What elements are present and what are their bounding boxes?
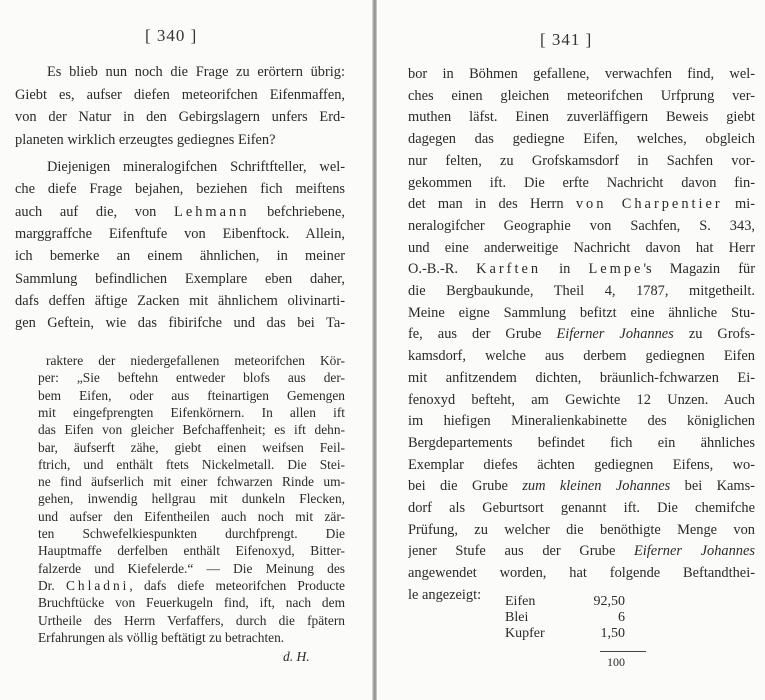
text-line: Urtheile des Herrn Verfaffers, durch die fpätern xyxy=(38,612,345,628)
text-line: ches einen gleichen meteorifchen Urfprung ver- xyxy=(408,87,755,104)
text-line: die Bergbaukunde, Theil 4, 1787, mitgetheilt. xyxy=(408,283,755,299)
text-line: Giebt es, aufser diefen meteorifchen Eifenmaffen, xyxy=(15,86,345,103)
text-line: bor in Böhmen gefallene, verwachfen find, wel- xyxy=(408,66,755,82)
composition-total: 100 xyxy=(607,655,625,669)
text-line: auch auf die, von Lehmann befchriebene, xyxy=(15,203,345,220)
text-line: nur felten, zu Grofskamsdorf in Sachfen vor- xyxy=(408,152,755,169)
text-line: ten Schwefelkiespunkten durchfprengt. Die xyxy=(38,526,345,541)
text-line: angewendet worden, hat folgende Beftandthei- xyxy=(408,565,755,582)
page-number-340: [ 340 ] xyxy=(145,26,198,45)
text-line: mit eingefprengten Eifenkörnern. In allen ift xyxy=(38,404,345,420)
text-line: von der Natur in den Gebirgslagern unfers Erd- xyxy=(15,109,345,125)
text-line: Meine eigne Sammlung befitzt eine ähnliche Stu- xyxy=(408,304,755,321)
text-line: Dr. Chladni, dafs diefe meteorifchen Producte xyxy=(38,577,345,593)
text-line: ftrich, und enthält ftets Nickelmetall. Die Stei- xyxy=(38,456,345,472)
text-line: fenoxyd befteht, am Gewichte 12 Unzen. Auch xyxy=(408,391,755,408)
text-line: gen Geftein, wie das fibirifche und das bei Ta- xyxy=(15,315,345,332)
text-line: bar, äufserft zähe, giebt einen weifsen Feil- xyxy=(38,439,345,455)
text-line: dorf als Geburtsort genannt ift. Die chemifche xyxy=(408,500,755,516)
text-line: Bruchftücke von Feuerkugeln find, ift, nach dem xyxy=(38,595,345,611)
text-line: das Eifen von gleicher Befchaffenheit; es ift dehn- xyxy=(38,422,345,438)
text-line: raktere der niedergefallenen meteorifchen Kör- xyxy=(46,353,345,368)
text-line: jener Stufe aus der Grube Eiferner Johannes xyxy=(408,543,755,560)
text-line: Sammlung befindlichen Exemplare eben daher, xyxy=(15,270,345,287)
text-line: planeten wirklich erzeugtes gediegnes Eifen? xyxy=(15,131,276,148)
text-line: dagegen das gediegne Eifen, welches, obgleich xyxy=(408,131,755,148)
text-line: det man in des Herrn von Charpentier mi- xyxy=(408,196,755,213)
text-line: che diefe Frage bejahen, beziehen fich meiftens xyxy=(15,181,345,198)
text-line: und aufser den Eifentheilen auch noch mit zär- xyxy=(38,508,345,524)
element-name: Eifen xyxy=(505,594,536,609)
right-page xyxy=(380,0,765,700)
text-line: dafs deffen äftige Zacken mit ähnlichem olivinarti- xyxy=(15,292,345,309)
text-line: O.-B.-R. Karften in Lempe's Magazin für xyxy=(408,261,755,278)
element-value: 1,50 xyxy=(600,626,625,641)
sum-rule xyxy=(600,651,646,652)
text-line: Bergdepartements befindet fich ein ähnliches xyxy=(408,434,755,451)
text-line: Prüfung, zu welcher die benöthigte Menge von xyxy=(408,521,755,538)
book-gutter xyxy=(372,0,377,700)
text-line: Erfahrungen als völlig beftätigt zu betrachten. xyxy=(38,629,285,645)
text-line: ne find äufserlich mit einer fchwarzen Rinde um- xyxy=(38,474,345,490)
element-value: 6 xyxy=(618,610,625,625)
left-page xyxy=(0,0,372,700)
text-line: gehen, inwendig hellgrau mit dunkeln Flecken, xyxy=(38,491,345,507)
text-line: bei die Grube zum kleinen Johannes bei Kams- xyxy=(408,478,755,495)
text-line: per: „Sie beftehn entweder blofs aus der- xyxy=(38,370,345,386)
text-line: marggraffche Eifenftufe von Eibenftock. Allein, xyxy=(15,225,345,242)
text-line: neralogifcher Geographie von Sachfen, S. 343, xyxy=(408,217,755,234)
text-line: und eine anderweitige Nachricht davon hat Herr xyxy=(408,239,755,256)
text-line: Hauptmaffe derfelben enthält Eifenoxyd, Bitter- xyxy=(38,543,345,559)
element-name: Blei xyxy=(505,610,529,625)
text-line: Diejenigen mineralogifchen Schriftfteller, wel- xyxy=(47,159,345,175)
element-name: Kupfer xyxy=(505,626,545,641)
text-line: bem Eifen, oder aus fteinartigen Gemengen xyxy=(38,387,345,403)
element-value: 92,50 xyxy=(593,594,625,609)
text-line: falzerde und Kiefelerde.“ — Die Meinung des xyxy=(38,560,345,576)
text-line: ich bemerke an einem ähnlichen, in meiner xyxy=(15,248,345,265)
text-line: Exemplar diefes ächten gediegnen Eifens, wo- xyxy=(408,456,755,473)
text-line: im hiefigen Mineralienkabinette des königlichen xyxy=(408,413,755,430)
text-line: fe, aus der Grube Eiferner Johannes zu Grofs- xyxy=(408,326,755,343)
footnote-signature: d. H. xyxy=(283,649,310,664)
text-line: Es blieb nun noch die Frage zu erörtern übrig: xyxy=(47,64,345,80)
page-number-341: [ 341 ] xyxy=(540,30,593,49)
text-line: muthen läfst. Einen zuverläffigern Beweis giebt xyxy=(408,109,755,126)
text-line: kamsdorf, welche aus derbem gediegnen Eifen xyxy=(408,348,755,365)
text-line: le angezeigt: xyxy=(408,586,482,603)
text-line: mit anfitzendem dichten, bräunlich-fchwarzen Ei- xyxy=(408,369,755,386)
text-line: gekommen ift. Die erfte Nachricht davon fin- xyxy=(408,174,755,191)
